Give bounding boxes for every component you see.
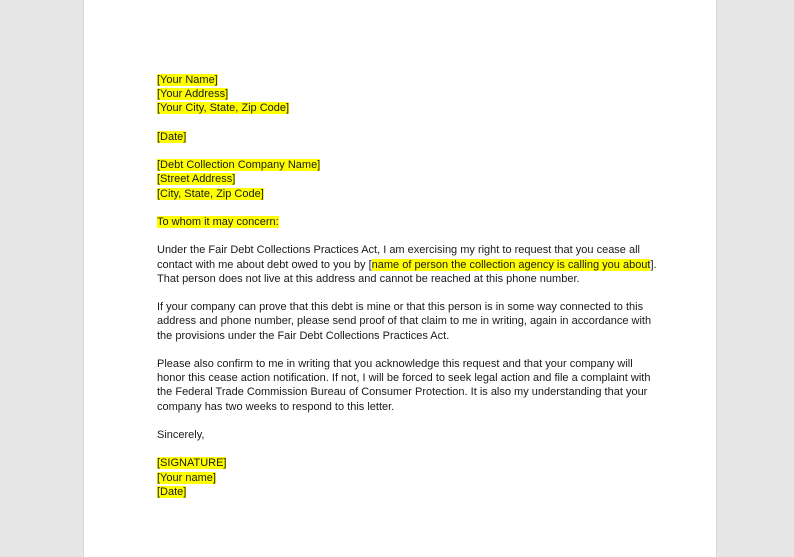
signature-date: [Date]	[157, 485, 187, 498]
paragraph-2	[157, 300, 657, 343]
paragraph-3-line-1: Please also confirm to me in writing that you acknowledge this request and that your company will	[157, 357, 633, 370]
letter-body[interactable]	[157, 73, 657, 499]
sender-city-state-zip: [Your City, State, Zip Code]	[157, 102, 290, 115]
paragraph-3-line-4: company has two weeks to respond to this letter.	[157, 400, 395, 413]
paragraph-1-line-2-before: contact with me about debt owed to you by [	[157, 258, 372, 271]
paragraph-2-line-1: If your company can prove that this debt is mine or that this person is in some way connected to this	[157, 301, 644, 314]
paragraph-1-line-3: That person does not live at this address and cannot be reached at this phone number.	[157, 272, 580, 285]
paragraph-2-line-2: address and phone number, please send proof of that claim to me in writing, again in accordance with	[157, 315, 652, 328]
spacer	[157, 442, 657, 456]
spacer	[157, 414, 657, 428]
spacer	[157, 286, 657, 300]
signature-block	[157, 456, 657, 499]
spacer	[157, 144, 657, 158]
recipient-block	[157, 158, 657, 201]
document-page	[83, 0, 717, 557]
sender-address: [Your Address]	[157, 88, 229, 101]
debtor-name-placeholder: name of person the collection agency is calling you about	[371, 258, 651, 271]
letter-date: [Date]	[157, 130, 187, 143]
spacer	[157, 116, 657, 130]
recipient-city-state-zip: [City, State, Zip Code]	[157, 187, 264, 200]
spacer	[157, 201, 657, 215]
sender-name: [Your Name]	[157, 74, 218, 86]
paragraph-2-line-3: the provisions under the Fair Debt Collections Practices Act.	[157, 329, 450, 342]
signature-name: [Your name]	[157, 471, 216, 484]
spacer	[157, 229, 657, 243]
paragraph-1-line-1: Under the Fair Debt Collections Practices Act, I am exercising my right to request that you cease all	[157, 244, 640, 257]
paragraph-3-line-2: honor this cease action notification. If not, I will be forced to seek legal action and file a complaint with	[157, 372, 651, 385]
paragraph-1-line-2-after: ].	[650, 258, 657, 271]
paragraph-3	[157, 357, 657, 414]
closing: Sincerely,	[157, 428, 205, 441]
signature-placeholder: [SIGNATURE]	[157, 457, 227, 470]
sender-block	[157, 73, 657, 116]
recipient-company: [Debt Collection Company Name]	[157, 159, 321, 172]
paragraph-1	[157, 243, 657, 286]
salutation: To whom it may concern:	[157, 215, 279, 228]
spacer	[157, 343, 657, 357]
recipient-street: [Street Address]	[157, 173, 236, 186]
paragraph-1-line-2	[157, 258, 657, 272]
paragraph-3-line-3: the Federal Trade Commission Bureau of Consumer Protection. It is also my understanding that your	[157, 386, 648, 399]
